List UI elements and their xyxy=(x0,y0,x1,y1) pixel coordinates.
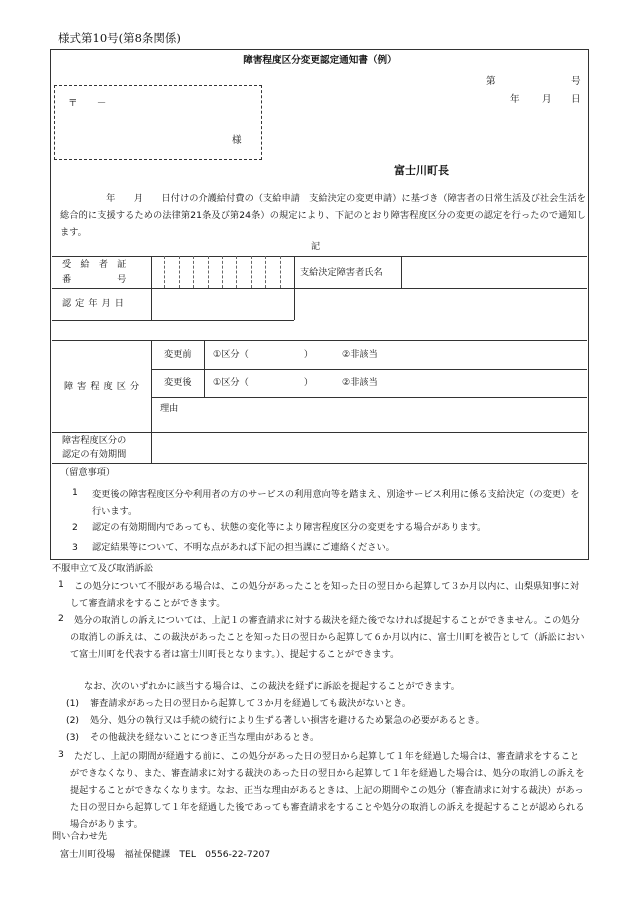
recipient-number-label-2: 番 号 xyxy=(62,274,127,285)
contact-heading: 問い合わせ先 xyxy=(52,831,108,842)
appeal-sub-text-3: その他裁決を経ないことにつき正当な理由があるとき。 xyxy=(90,732,320,743)
appeal-paragraph-3: ただし、上記の期間が経過する前に、この処分があった日の翌日から起算して１年を経過した場合は、審査請求をすることができなくなり、また、審査請求に対する裁決のあった日の翌日から起算して１年を経過した場合は、処分の取消しの訴えを提起することができなくなります。なお、正当な理由があるときは、上記の期間やこの処分（審査請求に対する裁決）があった日の翌日から起算して１年を経過した後であっても審査請求をすることや処分の取消しの訴えを提起することが認められる場合があります。 xyxy=(70,751,585,830)
contact-line: 富士川町役場 福祉保健課 TEL 0556-22-7207 xyxy=(60,849,271,860)
appeal-sub-text-2: 処分、処分の執行又は手続の続行により生ずる著しい損害を避けるため緊急の必要があるとき。 xyxy=(90,715,485,726)
appeal-paragraph-1: この処分について不服がある場合は、この処分があったことを知った日の翌日から起算して３か月以内に、山梨県知事に対して審査請求をすることができます。 xyxy=(70,581,580,609)
appeal-heading: 不服申立て及び取消訴訟 xyxy=(52,563,154,574)
note-text-3: 認定結果等について、不明な点があれば下記の担当課にご連絡ください。 xyxy=(92,542,395,553)
number-suffix: 号 xyxy=(571,76,581,87)
validity-label-1: 障害程度区分の xyxy=(62,435,127,446)
appeal-number-3: 3 xyxy=(58,749,64,760)
after-label: 変更後 xyxy=(164,377,192,388)
validity-label-2: 認定の有効期間 xyxy=(62,449,127,460)
category-label: 障害程度区分 xyxy=(64,381,144,392)
appeal-sub-text-1: 審査請求があった日の翌日から起算して３か月を経過しても裁決がないとき。 xyxy=(90,698,412,709)
ki-mark: 記 xyxy=(311,241,321,252)
appeal-paragraph-2b: なお、次のいずれかに該当する場合は、この裁決を経ずに訴訟を提起することができます。 xyxy=(84,681,460,692)
document-title: 障害程度区分変更認定通知書（例） xyxy=(243,55,397,66)
appeal-sub-number-1: (1) xyxy=(66,698,80,709)
postal-code: 〒 － xyxy=(68,98,107,109)
appeal-number-2: 2 xyxy=(58,613,64,624)
notes-heading: （留意事項） xyxy=(60,467,116,478)
number-prefix: 第 xyxy=(486,76,496,87)
cert-date-label: 認定年月日 xyxy=(62,298,128,309)
before-option-hi: ②非該当 xyxy=(342,349,378,360)
date-day: 日 xyxy=(571,94,581,105)
appeal-sub-number-3: (3) xyxy=(66,732,80,743)
note-number-1: 1 xyxy=(72,487,78,498)
appeal-number-1: 1 xyxy=(58,579,64,590)
note-number-3: 3 xyxy=(72,542,78,553)
after-option-hi: ②非該当 xyxy=(342,377,378,388)
date-year: 年 xyxy=(510,94,520,105)
date-month: 月 xyxy=(542,94,552,105)
appeal-paragraph-2: 処分の取消しの訴えについては、上記１の審査請求に対する裁決を経た後でなければ提起することができません。この処分の取消しの訴えは、この裁決があったことを知った日の翌日から起算して６か月以内に、富士川町を被告として（訴訟において富士川町を代表する者は富士川町長となります。）、提起することができます。 xyxy=(70,615,585,660)
note-number-2: 2 xyxy=(72,522,78,533)
after-option-ku: ①区分（ ） xyxy=(213,377,314,388)
form-label: 様式第10号(第8条関係) xyxy=(58,31,181,45)
before-option-ku: ①区分（ ） xyxy=(213,349,314,360)
before-label: 変更前 xyxy=(164,349,192,360)
recipient-number-label-1: 受 給 者 証 xyxy=(62,259,127,270)
recipient-number-cells xyxy=(151,256,294,288)
recipient-name-label: 支給決定障害者氏名 xyxy=(300,267,383,278)
issuer: 富士川町長 xyxy=(394,164,449,177)
note-text-1: 変更後の障害程度区分や利用者の方のサービスの利用意向等を踏まえ、別途サービス利用に係る支給決定（の変更）を行います。 xyxy=(92,489,580,517)
intro-paragraph: 年 月 日付けの介護給付費の（支給申請 支給決定の変更申請）に基づき（障害者の日常生活及び社会生活を総合的に支援するための法律第21条及び第24条）の規定により、下記のとおり障害程度区分の変更の認定を行ったので通知します。 xyxy=(60,193,586,238)
appeal-sub-number-2: (2) xyxy=(66,715,80,726)
addressee-honorific: 様 xyxy=(232,135,242,146)
note-text-2: 認定の有効期間内であっても、状態の変化等により障害程度区分の変更をする場合があります。 xyxy=(92,522,487,533)
reason-label: 理由 xyxy=(160,403,179,414)
